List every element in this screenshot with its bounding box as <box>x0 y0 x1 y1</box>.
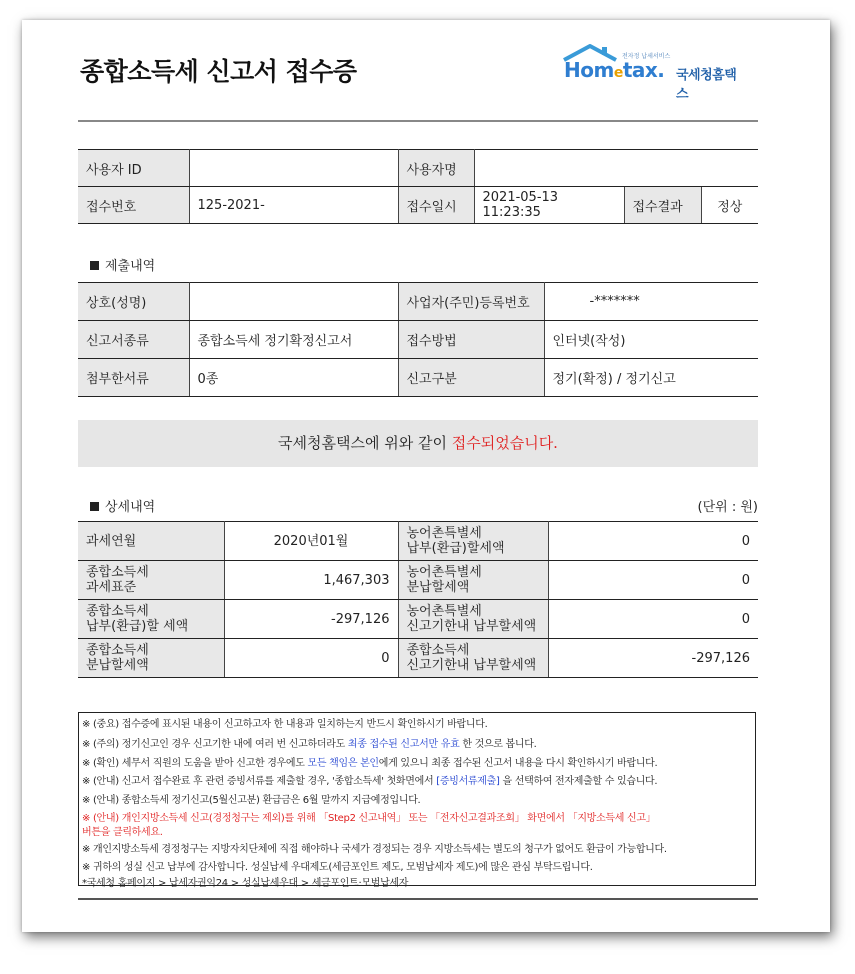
hometax-logo <box>558 44 748 102</box>
logo-brand: Hometax. <box>564 58 665 82</box>
detail-label: 농어촌특별세 신고기한내 납부할세액 <box>398 600 548 639</box>
notice-line: *국세청 홈페이지 > 납세자권익24 > 성실납세우대 > 세금포인트·모범납세자 <box>82 878 409 889</box>
user-name-value <box>474 150 758 187</box>
table-row <box>78 321 758 359</box>
submission-section-title: 제출내역 <box>90 255 155 274</box>
notice-line: 버튼을 클릭하세요. <box>82 827 163 838</box>
notice-line: ※ (확인) 세무서 직원의 도움을 받아 신고한 경우에도 모든 책임은 본인에게 있으니 최종 접수된 신고서 내용을 다시 확인하시기 바랍니다. <box>82 758 658 769</box>
logo-korean: 국세청홈택스 <box>676 68 737 102</box>
user-info-table <box>78 149 758 224</box>
notice-line: ※ (중요) 접수증에 표시된 내용이 신고하고자 한 내용과 일치하는지 반드시 확인하시기 바랍니다. <box>82 719 488 730</box>
detail-label: 농어촌특별세 납부(환급)할세액 <box>398 522 548 561</box>
table-row <box>78 639 758 678</box>
method-label: 접수방법 <box>398 321 544 359</box>
receipt-no-label: 접수번호 <box>78 187 189 224</box>
receipt-date-label: 접수일시 <box>398 187 474 224</box>
bottom-divider <box>78 898 758 900</box>
user-id-value <box>189 150 398 187</box>
detail-label: 과세연월 <box>78 522 224 561</box>
biz-no-value: -******* <box>544 283 758 321</box>
table-row <box>78 359 758 397</box>
notice-line: ※ (안내) 개인지방소득세 신고(경정청구는 제외)를 위해 「Step2 신고내역」 또는 「전자신고결과조회」 화면에서 「지방소득세 신고」 <box>82 813 656 824</box>
receipt-date-value: 2021-05-13 11:23:35 <box>474 187 624 224</box>
details-table <box>78 521 758 678</box>
banner-highlight: 접수되었습니다. <box>451 434 558 452</box>
attachments-value: 0종 <box>189 359 398 397</box>
form-type-label: 신고서종류 <box>78 321 189 359</box>
table-row <box>78 150 758 187</box>
detail-value: -297,126 <box>224 600 398 639</box>
detail-label: 종합소득세 과세표준 <box>78 561 224 600</box>
detail-value: 0 <box>224 639 398 678</box>
square-bullet-icon <box>90 502 99 511</box>
detail-value: 2020년01월 <box>224 522 398 561</box>
square-bullet-icon <box>90 261 99 270</box>
notice-line: ※ (주의) 정기신고인 경우 신고기한 내에 여러 번 신고하더라도 최종 접수된 신고서만 유효 한 것으로 봅니다. <box>82 739 537 750</box>
receipt-result-label: 접수결과 <box>624 187 701 224</box>
biz-no-label: 사업자(주민)등록번호 <box>398 283 544 321</box>
category-value: 정기(확정) / 정기신고 <box>544 359 758 397</box>
top-divider <box>78 120 758 122</box>
detail-value: 0 <box>548 561 758 600</box>
notice-line: ※ 개인지방소득세 경정청구는 지방자치단체에 직접 해야하나 국세가 경정되는 경우 지방소득세는 별도의 청구가 없어도 환급이 가능합니다. <box>82 844 667 855</box>
unit-label: (단위 : 원) <box>697 500 758 515</box>
receipt-result-value: 정상 <box>701 187 758 224</box>
notice-line: ※ (안내) 신고서 접수완료 후 관련 증빙서류를 제출할 경우, '종합소득세' 첫화면에서 [증빙서류제출] 을 선택하여 전자제출할 수 있습니다. <box>82 776 658 787</box>
company-label: 상호(성명) <box>78 283 189 321</box>
detail-value: 0 <box>548 600 758 639</box>
category-label: 신고구분 <box>398 359 544 397</box>
form-type-value: 종합소득세 정기확정신고서 <box>189 321 398 359</box>
detail-label: 종합소득세 납부(환급)할 세액 <box>78 600 224 639</box>
attachments-label: 첨부한서류 <box>78 359 189 397</box>
details-section-title: 상세내역 <box>90 496 155 515</box>
table-row <box>78 187 758 224</box>
detail-value: -297,126 <box>548 639 758 678</box>
table-row <box>78 522 758 561</box>
notice-line: ※ (안내) 종합소득세 정기신고(5월신고분) 환급금은 6월 말까지 지급예정입니다. <box>82 795 421 806</box>
detail-value: 1,467,303 <box>224 561 398 600</box>
receipt-no-value: 125-2021- <box>189 187 398 224</box>
user-id-label: 사용자 ID <box>78 150 189 187</box>
notice-box <box>78 712 756 889</box>
logo-tagline: 전자정 납세서비스 <box>622 53 671 60</box>
submission-table <box>78 282 758 397</box>
user-name-label: 사용자명 <box>398 150 474 187</box>
detail-label: 종합소득세 분납할세액 <box>78 639 224 678</box>
detail-label: 농어촌특별세 분납할세액 <box>398 561 548 600</box>
table-row <box>78 283 758 321</box>
page-title: 종합소득세 신고서 접수증 <box>80 57 357 86</box>
table-row <box>78 600 758 639</box>
method-value: 인터넷(작성) <box>544 321 758 359</box>
detail-value: 0 <box>548 522 758 561</box>
completion-banner: 국세청홈택스에 위와 같이 접수되었습니다. <box>78 420 758 467</box>
table-row <box>78 561 758 600</box>
company-value <box>189 283 398 321</box>
notice-line: ※ 귀하의 성실 신고 납부에 감사합니다. 성실납세 우대제도(세금포인트 제도, 모범납세자 제도)에 많은 관심 부탁드립니다. <box>82 862 593 873</box>
detail-label: 종합소득세 신고기한내 납부할세액 <box>398 639 548 678</box>
